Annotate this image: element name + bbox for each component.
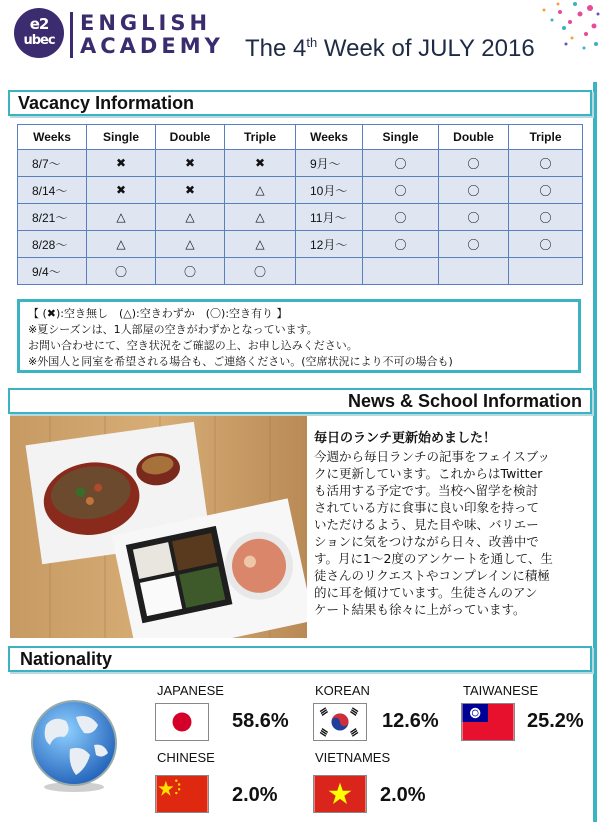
table-cell: △ — [156, 231, 225, 258]
table-cell: 8/21～ — [18, 204, 87, 231]
logo-badge — [14, 8, 64, 58]
table-cell: 〇 — [363, 231, 439, 258]
header-cell: Weeks — [18, 125, 87, 150]
table-cell: 〇 — [363, 204, 439, 231]
news-body-line: 今週から毎日ランチの記事をフェイスブッ — [314, 449, 550, 464]
table-cell: ✖ — [225, 150, 296, 177]
news-headline: 毎日のランチ更新始めました！ — [314, 431, 497, 446]
table-cell: 〇 — [363, 150, 439, 177]
globe-icon — [24, 695, 124, 795]
note-line: ※夏シーズンは、1人部屋の空きがわずかとなっています。 — [28, 323, 318, 336]
header-cell: Triple — [225, 125, 296, 150]
table-cell: △ — [225, 177, 296, 204]
table-cell: 〇 — [509, 204, 583, 231]
nationality-section-title: Nationality — [20, 649, 113, 669]
right-accent-rail — [593, 82, 597, 822]
news-body-line: クに更新しています。これからはTwitter — [314, 466, 543, 481]
table-cell: △ — [87, 204, 156, 231]
table-cell — [296, 258, 363, 285]
news-body-line: 徒さんのリクエストやコンプレインに積極 — [314, 568, 550, 583]
table-cell: 8/28～ — [18, 231, 87, 258]
note-line: ※外国人と同室を希望される場合も、ご連絡ください。(空席状況により不可の場合も) — [28, 355, 453, 368]
header-cell: Single — [363, 125, 439, 150]
table-cell: △ — [225, 204, 296, 231]
table-cell: 〇 — [87, 258, 156, 285]
header-cell: Double — [439, 125, 509, 150]
week-title: The 4th Week of JULY 2016 — [245, 35, 535, 62]
nationality-label-vietnamese: VIETNAMES — [315, 750, 391, 765]
news-body-line: す。月に1～2度のアンケートを通して、生 — [314, 551, 553, 566]
news-article — [314, 430, 582, 618]
japan-flag-icon — [155, 703, 209, 741]
news-body-line: ケート結果も徐々に上がっています。 — [314, 602, 526, 617]
table-cell: △ — [156, 204, 225, 231]
academy-wordmark — [80, 12, 224, 58]
news-body-line: 的に耳を傾けています。生徒さんのアン — [314, 585, 538, 600]
nationality-percent-taiwanese: 25.2% — [527, 710, 584, 732]
news-section-title: News & School Information — [347, 391, 582, 411]
table-row — [18, 204, 583, 231]
lunch-photo — [10, 416, 307, 638]
table-cell: 〇 — [439, 204, 509, 231]
table-cell: △ — [225, 231, 296, 258]
table-cell: 〇 — [156, 258, 225, 285]
news-section-header — [8, 388, 592, 414]
vacancy-notes — [17, 299, 581, 373]
table-cell — [363, 258, 439, 285]
vietnam-flag-icon — [313, 775, 367, 813]
table-row — [18, 177, 583, 204]
nationality-section-header — [8, 646, 592, 672]
table-cell: 〇 — [509, 150, 583, 177]
vacancy-section-header — [8, 90, 592, 116]
table-cell: 11月～ — [296, 204, 363, 231]
legend-line: 【 (✖):空き無し (△):空きわずか (〇):空き有り 】 — [28, 307, 288, 320]
table-cell: 〇 — [439, 177, 509, 204]
note-line: お問い合わせにて、空き状況をご確認の上、お申し込みください。 — [28, 339, 358, 352]
table-cell: 〇 — [225, 258, 296, 285]
nationality-label-taiwanese: TAIWANESE — [463, 683, 539, 698]
vacancy-table — [17, 124, 583, 285]
table-cell: 9/4～ — [18, 258, 87, 285]
china-flag-icon — [155, 775, 209, 813]
nationality-percent-japanese: 58.6% — [232, 710, 289, 732]
table-row — [18, 258, 583, 285]
header-cell: Double — [156, 125, 225, 150]
academy-line-1: ENGLISH — [80, 11, 212, 35]
header-cell: Single — [87, 125, 156, 150]
nationality-label-korean: KOREAN — [315, 683, 370, 698]
table-cell: △ — [87, 231, 156, 258]
news-body-line: いただけるよう、見た目や味、バリエー — [314, 517, 539, 532]
table-cell: 12月～ — [296, 231, 363, 258]
korea-flag-icon — [313, 703, 367, 741]
table-cell — [439, 258, 509, 285]
table-cell: ✖ — [156, 150, 225, 177]
nationality-percent-chinese: 2.0% — [232, 784, 278, 806]
table-cell: 〇 — [509, 177, 583, 204]
logo-bottom-text: ubec — [23, 33, 55, 48]
nationality-percent-vietnamese: 2.0% — [380, 784, 426, 806]
news-body-line: されている方に食事に良い印象を持って — [314, 500, 540, 515]
vacancy-header-row — [18, 125, 583, 150]
news-body-line: ションに気をつけながら日々、改善中で — [314, 534, 539, 549]
logo-top-text: e2 — [29, 15, 49, 33]
table-cell: 8/7～ — [18, 150, 87, 177]
table-cell: 〇 — [439, 150, 509, 177]
table-cell: 9月～ — [296, 150, 363, 177]
academy-line-2: ACADEMY — [80, 34, 224, 58]
table-cell: ✖ — [156, 177, 225, 204]
table-row — [18, 231, 583, 258]
table-cell: 〇 — [363, 177, 439, 204]
table-row — [18, 150, 583, 177]
header-cell: Weeks — [296, 125, 363, 150]
table-cell: ✖ — [87, 177, 156, 204]
header-cell: Triple — [509, 125, 583, 150]
table-cell: ✖ — [87, 150, 156, 177]
nationality-label-chinese: CHINESE — [157, 750, 215, 765]
news-body-line: も活用する予定です。当校へ留学を検討 — [314, 483, 539, 498]
table-cell: 〇 — [509, 231, 583, 258]
taiwan-flag-icon — [461, 703, 515, 741]
table-cell: 8/14～ — [18, 177, 87, 204]
logo-divider — [70, 12, 73, 58]
nationality-percent-korean: 12.6% — [382, 710, 439, 732]
vacancy-section-title: Vacancy Information — [18, 93, 195, 113]
table-cell — [509, 258, 583, 285]
table-cell: 〇 — [439, 231, 509, 258]
table-cell: 10月～ — [296, 177, 363, 204]
nationality-label-japanese: JAPANESE — [157, 683, 224, 698]
